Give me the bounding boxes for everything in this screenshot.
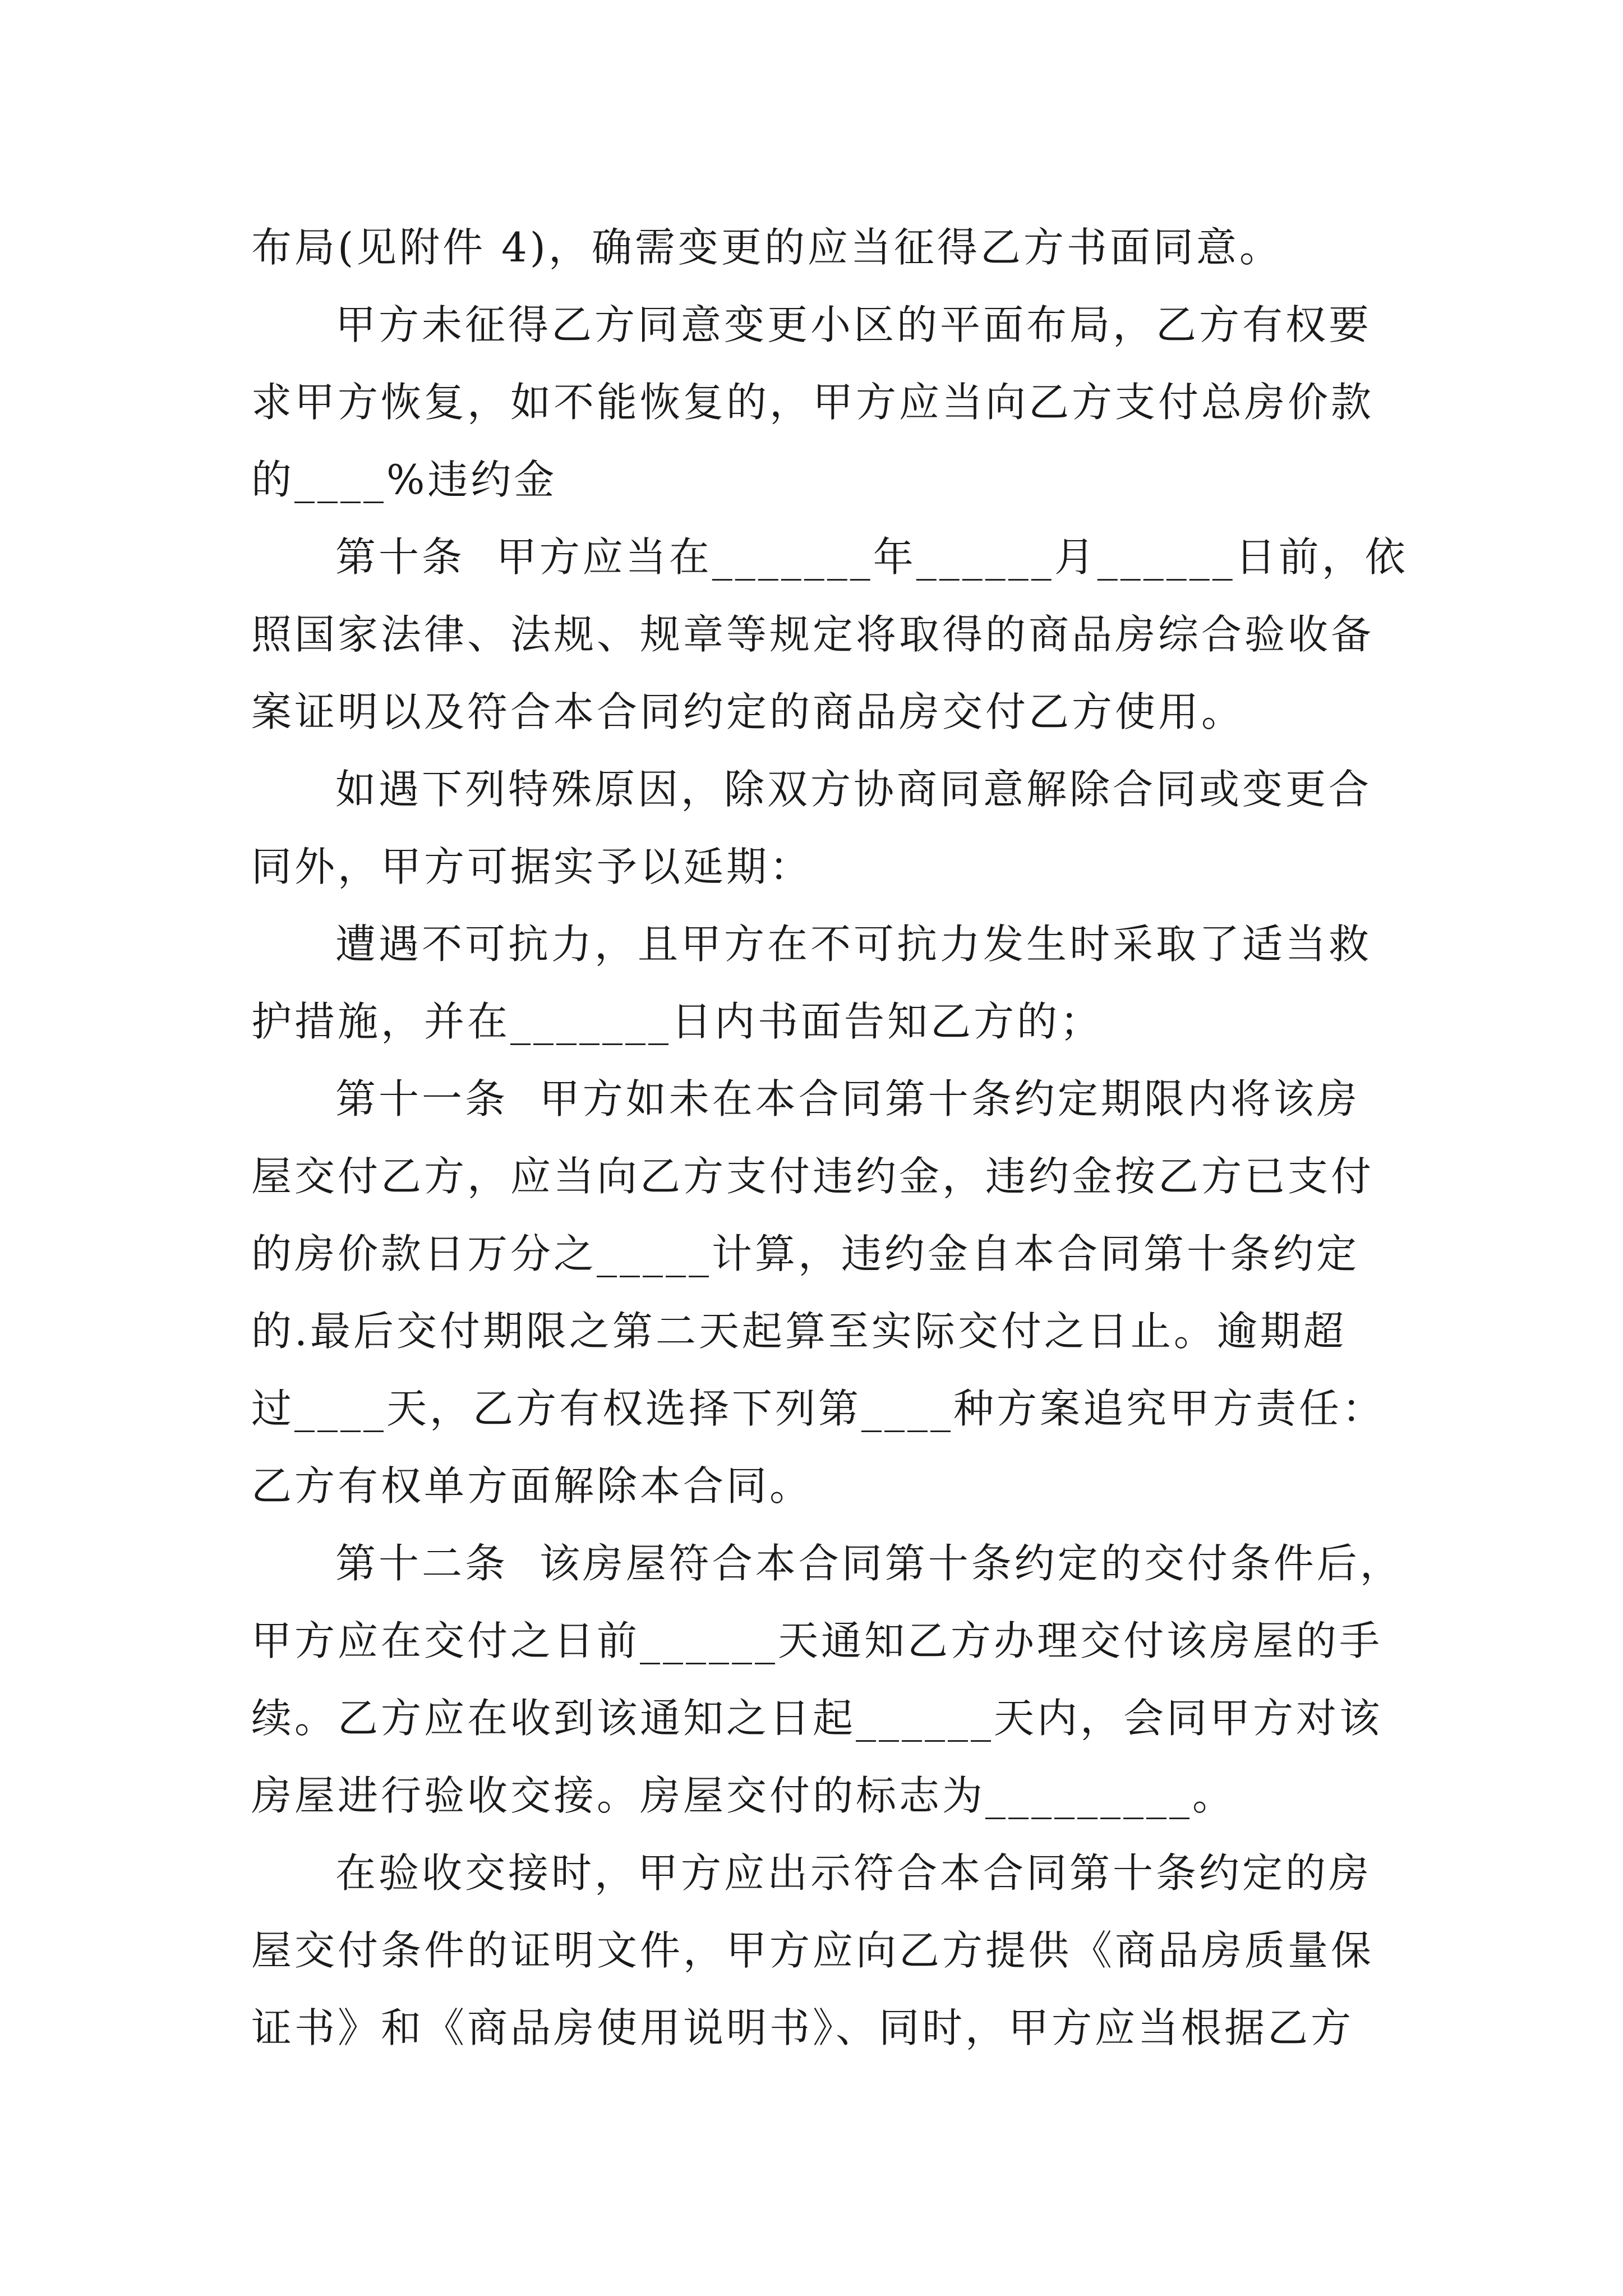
text-line-14: 的房价款日万分之_____计算，违约金自本合同第十条约定 [251, 1230, 1360, 1277]
text-line-13: 屋交付乙方，应当向乙方支付违约金，违约金按乙方已支付 [251, 1153, 1375, 1200]
text-line-1: 布局(见附件 4)，确需变更的应当征得乙方书面同意。 [251, 224, 1283, 271]
text-line-12: 第十一条 甲方如未在本合同第十条约定期限内将该房 [335, 1075, 1360, 1122]
text-line-6: 照国家法律、法规、规章等规定将取得的商品房综合验收备 [251, 611, 1375, 658]
text-line-16: 过____天，乙方有权选择下列第____种方案追究甲方责任： [251, 1385, 1386, 1432]
document-body [251, 209, 1408, 2067]
text-line-7: 案证明以及符合本合同约定的商品房交付乙方使用。 [251, 688, 1245, 735]
text-line-18: 第十二条 该房屋符合本合同第十条约定的交付条件后， [335, 1540, 1403, 1587]
text-line-4: 的____%违约金 [251, 456, 557, 503]
text-line-3: 求甲方恢复，如不能恢复的，甲方应当向乙方支付总房价款 [251, 379, 1375, 426]
text-line-20: 续。乙方应在收到该通知之日起______天内，会同甲方对该 [251, 1695, 1383, 1742]
text-line-24: 证书》和《商品房使用说明书》、同时，甲方应当根据乙方 [251, 2004, 1354, 2051]
text-line-9: 同外，甲方可据实予以延期： [251, 843, 813, 890]
text-line-19: 甲方应在交付之日前______天通知乙方办理交付该房屋的手 [251, 1617, 1383, 1664]
text-line-11: 护措施，并在_______日内书面告知乙方的； [251, 998, 1104, 1045]
text-line-23: 屋交付条件的证明文件，甲方应向乙方提供《商品房质量保 [251, 1927, 1375, 1974]
text-line-21: 房屋进行验收交接。房屋交付的标志为_________。 [251, 1772, 1236, 1819]
text-line-15: 的.最后交付期限之第二天起算至实际交付之日止。逾期超 [251, 1308, 1347, 1355]
text-line-8: 如遇下列特殊原因，除双方协商同意解除合同或变更合 [335, 766, 1372, 813]
text-line-10: 遭遇不可抗力，且甲方在不可抗力发生时采取了适当救 [335, 921, 1372, 968]
text-line-22: 在验收交接时，甲方应出示符合本合同第十条约定的房 [335, 1849, 1372, 1897]
text-line-17: 乙方有权单方面解除本合同。 [251, 1462, 813, 1510]
text-line-5: 第十条 甲方应当在_______年______月______日前，依 [335, 533, 1408, 581]
text-line-2: 甲方未征得乙方同意变更小区的平面布局，乙方有权要 [335, 301, 1372, 348]
